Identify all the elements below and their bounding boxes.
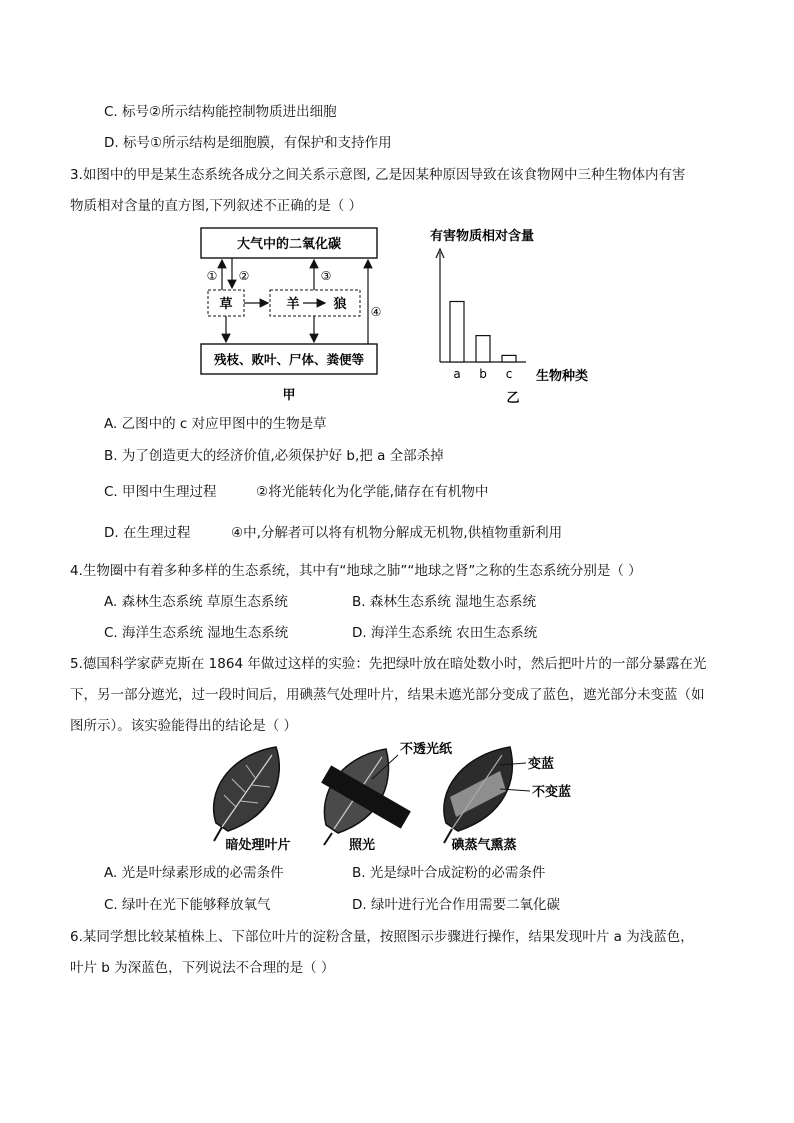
leaf-3-label: 碘蒸气熏蒸: [451, 838, 517, 853]
q2-option-d: D. 标号①所示结构是细胞膜，有保护和支持作用: [104, 135, 392, 151]
q4-option-b: B. 森林生态系统 湿地生态系统: [352, 594, 537, 610]
bar-c: [502, 355, 516, 362]
chart-xlabel: 生物种类: [536, 369, 589, 384]
q3-stem-line2: 物质相对含量的直方图,下列叙述不正确的是（ ）: [70, 198, 363, 214]
leaf-light-exposed: [321, 749, 411, 845]
q2-option-c: C. 标号②所示结构能控制物质进出细胞: [104, 104, 337, 120]
q5-stem-line2: 下，另一部分遮光，过一段时间后，用碘蒸气处理叶片，结果未遮光部分变成了蓝色，遮光部分未变蓝（如: [70, 687, 705, 703]
figure-yi-caption: 乙: [506, 391, 520, 406]
ecosystem-diagram: [196, 222, 392, 406]
q3-option-b: B. 为了创造更大的经济价值,必须保护好 b,把 a 全部杀掉: [104, 448, 444, 464]
q5-stem-line1: 5.德国科学家萨克斯在 1864 年做过这样的实验：先把绿叶放在暗处数小时，然后把叶片的一部分暴露在光: [70, 656, 707, 672]
q6-stem-line1: 6.某同学想比较某植株上、下部位叶片的淀粉含量，按照图示步骤进行操作，结果发现叶片 a 为浅蓝色，: [70, 929, 694, 945]
q4-stem: 4.生物圈中有着多种多样的生态系统，其中有“地球之肺”“地球之肾”之称的生态系统分别是（ ）: [70, 563, 642, 579]
q3-option-d-part2: ④中,分解者可以将有机物分解成无机物,供植物重新利用: [231, 525, 563, 541]
leaf-iodine-treated: [444, 747, 530, 843]
q3-option-c-part2: ②将光能转化为化学能,储存在有机物中: [256, 484, 489, 500]
leaf-2-label: 照光: [348, 838, 376, 853]
process-1-label: ①: [206, 269, 218, 283]
atmosphere-co2-box: 大气中的二氧化碳: [236, 237, 342, 252]
figure-jia-caption: 甲: [282, 388, 296, 403]
leaf-experiment-figure: [200, 737, 600, 855]
q3-option-c-part1: C. 甲图中生理过程: [104, 484, 217, 500]
q5-option-a: A. 光是叶绿素形成的必需条件: [104, 865, 284, 881]
turns-blue-label: 变蓝: [528, 757, 555, 772]
q5-stem-line3: 图所示）。该实验能得出的结论是（ ）: [70, 718, 298, 734]
q3-stem-line1: 3.如图中的甲是某生态系统各成分之间关系示意图, 乙是因某种原因导致在该食物网中三种生物体内有害: [70, 167, 686, 183]
q3-option-d-part1: D. 在生理过程: [104, 525, 191, 541]
bar-b: [476, 336, 490, 362]
q5-option-c: C. 绿叶在光下能够释放氧气: [104, 897, 271, 913]
leaf-dark-treated: [214, 747, 280, 841]
process-3-label: ③: [320, 269, 332, 283]
grass-node: 草: [219, 297, 233, 312]
q4-option-c: C. 海洋生态系统 湿地生态系统: [104, 625, 289, 641]
wolf-node: 狼: [333, 297, 347, 312]
q4-option-d: D. 海洋生态系统 农田生态系统: [352, 625, 538, 641]
leaf-1-label: 暗处理叶片: [225, 838, 291, 853]
q6-stem-line2: 叶片 b 为深蓝色，下列说法不合理的是（ ）: [70, 960, 335, 976]
bar-a: [450, 302, 464, 363]
q5-option-b: B. 光是绿叶合成淀粉的必需条件: [352, 865, 546, 881]
process-2-label: ②: [238, 269, 250, 283]
decomposer-box: 残枝、败叶、尸体、粪便等: [213, 352, 365, 367]
bar-label-b: b: [479, 367, 487, 381]
toxin-bar-chart: [426, 222, 606, 406]
bar-label-c: c: [505, 367, 513, 381]
chart-ylabel: 有害物质相对含量: [430, 229, 535, 244]
q3-option-a: A. 乙图中的 c 对应甲图中的生物是草: [104, 416, 327, 432]
bar-label-a: a: [453, 367, 461, 381]
not-blue-label: 不变蓝: [532, 785, 572, 800]
opaque-paper-label: 不透光纸: [400, 742, 453, 757]
process-4-label: ④: [370, 305, 382, 319]
sheep-node: 羊: [286, 297, 300, 312]
q4-option-a: A. 森林生态系统 草原生态系统: [104, 594, 288, 610]
q5-option-d: D. 绿叶进行光合作用需要二氧化碳: [352, 897, 560, 913]
